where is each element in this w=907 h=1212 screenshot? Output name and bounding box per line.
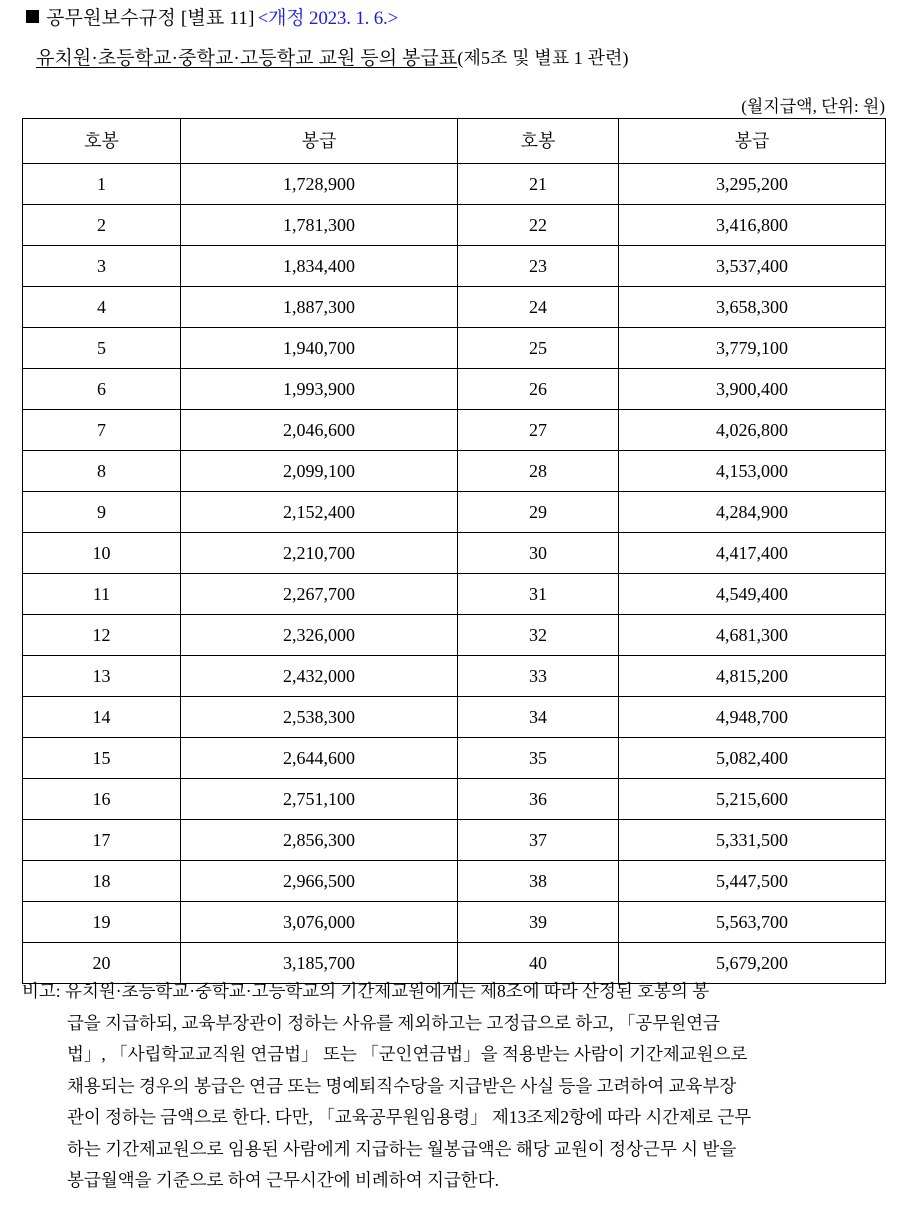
cell-step-left: 11 <box>23 574 181 615</box>
cell-step-right: 36 <box>458 779 619 820</box>
cell-pay-right: 3,658,300 <box>619 287 886 328</box>
table-row <box>23 328 886 369</box>
remark-line: 비고: 유치원·초등학교·중학교·고등학교의 기간제교원에게는 제8조에 따라 산정된 호봉의 봉 <box>22 981 710 1001</box>
cell-pay-right: 5,447,500 <box>619 861 886 902</box>
column-header-pay-left: 봉급 <box>181 119 458 164</box>
cell-pay-right: 3,779,100 <box>619 328 886 369</box>
table-row <box>23 492 886 533</box>
document-subtitle-reference: (제5조 및 별표 1 관련) <box>457 48 629 68</box>
table-header <box>23 119 886 164</box>
cell-pay-left: 2,432,000 <box>181 656 458 697</box>
cell-step-left: 14 <box>23 697 181 738</box>
cell-step-right: 23 <box>458 246 619 287</box>
cell-step-left: 10 <box>23 533 181 574</box>
document-title <box>26 6 398 32</box>
cell-pay-left: 1,940,700 <box>181 328 458 369</box>
cell-pay-left: 2,152,400 <box>181 492 458 533</box>
cell-pay-left: 3,076,000 <box>181 902 458 943</box>
table-row <box>23 697 886 738</box>
cell-step-right: 25 <box>458 328 619 369</box>
cell-step-left: 17 <box>23 820 181 861</box>
cell-pay-left: 2,966,500 <box>181 861 458 902</box>
table-row <box>23 369 886 410</box>
cell-step-right: 39 <box>458 902 619 943</box>
cell-pay-left: 3,185,700 <box>181 943 458 984</box>
cell-pay-left: 1,728,900 <box>181 164 458 205</box>
cell-step-right: 40 <box>458 943 619 984</box>
cell-step-left: 7 <box>23 410 181 451</box>
cell-pay-right: 5,563,700 <box>619 902 886 943</box>
cell-step-right: 21 <box>458 164 619 205</box>
cell-step-left: 15 <box>23 738 181 779</box>
cell-step-left: 1 <box>23 164 181 205</box>
table-header-row <box>23 119 886 164</box>
table-body <box>23 164 886 984</box>
cell-step-right: 24 <box>458 287 619 328</box>
cell-step-right: 30 <box>458 533 619 574</box>
table-row <box>23 779 886 820</box>
cell-step-left: 13 <box>23 656 181 697</box>
table-row <box>23 615 886 656</box>
document-revision-note: <개정 2023. 1. 6.> <box>257 8 399 29</box>
cell-pay-right: 4,026,800 <box>619 410 886 451</box>
remark-line: 급을 지급하되, 교육부장관이 정하는 사유를 제외하고는 고정급으로 하고, 「공무원연금 <box>67 1012 720 1033</box>
cell-pay-left: 2,210,700 <box>181 533 458 574</box>
cell-step-left: 5 <box>23 328 181 369</box>
cell-step-left: 20 <box>23 943 181 984</box>
table-row <box>23 410 886 451</box>
cell-step-right: 37 <box>458 820 619 861</box>
cell-pay-left: 2,267,700 <box>181 574 458 615</box>
cell-pay-left: 1,887,300 <box>181 287 458 328</box>
cell-pay-right: 4,681,300 <box>619 615 886 656</box>
table-row <box>23 820 886 861</box>
cell-pay-left: 2,644,600 <box>181 738 458 779</box>
cell-step-left: 2 <box>23 205 181 246</box>
cell-step-right: 35 <box>458 738 619 779</box>
cell-pay-right: 4,153,000 <box>619 451 886 492</box>
cell-step-right: 33 <box>458 656 619 697</box>
cell-step-left: 3 <box>23 246 181 287</box>
table-row <box>23 574 886 615</box>
cell-pay-left: 2,856,300 <box>181 820 458 861</box>
column-header-step-left: 호봉 <box>23 119 181 164</box>
cell-pay-left: 2,751,100 <box>181 779 458 820</box>
cell-pay-right: 3,537,400 <box>619 246 886 287</box>
cell-pay-left: 2,538,300 <box>181 697 458 738</box>
table-row <box>23 451 886 492</box>
table-row <box>23 861 886 902</box>
table-row <box>23 287 886 328</box>
table-row <box>23 533 886 574</box>
cell-step-left: 6 <box>23 369 181 410</box>
cell-pay-left: 1,993,900 <box>181 369 458 410</box>
document-title-main: 공무원보수규정 [별표 11] <box>46 8 255 29</box>
remark-line: 법」, 「사립학교교직원 연금법」 또는 「군인연금법」을 적용받는 사람이 기간제교원으로 <box>67 1044 748 1064</box>
remark-line: 관이 정하는 금액으로 한다. 다만, 「교육공무원임용령」 제13조제2항에 따라 시간제로 근무 <box>67 1107 752 1127</box>
cell-pay-right: 3,295,200 <box>619 164 886 205</box>
cell-pay-right: 5,215,600 <box>619 779 886 820</box>
cell-step-left: 19 <box>23 902 181 943</box>
cell-step-right: 32 <box>458 615 619 656</box>
black-square-bullet-icon <box>26 10 39 23</box>
remark-line: 채용되는 경우의 봉급은 연금 또는 명예퇴직수당을 지급받은 사실 등을 고려하여 교육부장 <box>67 1075 737 1096</box>
cell-step-right: 22 <box>458 205 619 246</box>
unit-note: (월지급액, 단위: 원) <box>741 97 885 116</box>
cell-step-right: 27 <box>458 410 619 451</box>
cell-step-left: 18 <box>23 861 181 902</box>
document-subtitle-underlined: 유치원·초등학교·중학교·고등학교 교원 등의 봉급표 <box>36 48 458 69</box>
cell-step-right: 38 <box>458 861 619 902</box>
column-header-pay-right: 봉급 <box>619 119 886 164</box>
cell-step-right: 29 <box>458 492 619 533</box>
cell-step-left: 4 <box>23 287 181 328</box>
table-row <box>23 738 886 779</box>
remark-line: 하는 기간제교원으로 임용된 사람에게 지급하는 월봉급액은 해당 교원이 정상근무 시 받을 <box>67 1138 737 1159</box>
cell-step-left: 9 <box>23 492 181 533</box>
cell-pay-right: 4,549,400 <box>619 574 886 615</box>
cell-pay-right: 3,416,800 <box>619 205 886 246</box>
cell-pay-left: 1,834,400 <box>181 246 458 287</box>
cell-step-left: 12 <box>23 615 181 656</box>
cell-pay-right: 3,900,400 <box>619 369 886 410</box>
table-row <box>23 164 886 205</box>
cell-step-right: 28 <box>458 451 619 492</box>
cell-step-left: 16 <box>23 779 181 820</box>
cell-step-right: 31 <box>458 574 619 615</box>
column-header-step-right: 호봉 <box>458 119 619 164</box>
cell-pay-right: 5,082,400 <box>619 738 886 779</box>
document-subtitle <box>36 44 629 73</box>
table-row <box>23 902 886 943</box>
cell-pay-left: 2,326,000 <box>181 615 458 656</box>
cell-pay-right: 4,815,200 <box>619 656 886 697</box>
cell-pay-right: 4,948,700 <box>619 697 886 738</box>
cell-pay-right: 5,679,200 <box>619 943 886 984</box>
table-row <box>23 205 886 246</box>
cell-pay-left: 2,046,600 <box>181 410 458 451</box>
cell-step-right: 34 <box>458 697 619 738</box>
cell-pay-left: 1,781,300 <box>181 205 458 246</box>
remark-line: 봉급월액을 기준으로 하여 근무시간에 비례하여 지급한다. <box>67 1170 499 1190</box>
pay-scale-table <box>22 118 886 984</box>
cell-step-right: 26 <box>458 369 619 410</box>
cell-pay-right: 5,331,500 <box>619 820 886 861</box>
table-row <box>23 246 886 287</box>
cell-step-left: 8 <box>23 451 181 492</box>
remark-note <box>22 976 888 1197</box>
cell-pay-right: 4,417,400 <box>619 533 886 574</box>
cell-pay-left: 2,099,100 <box>181 451 458 492</box>
table-row <box>23 656 886 697</box>
cell-pay-right: 4,284,900 <box>619 492 886 533</box>
